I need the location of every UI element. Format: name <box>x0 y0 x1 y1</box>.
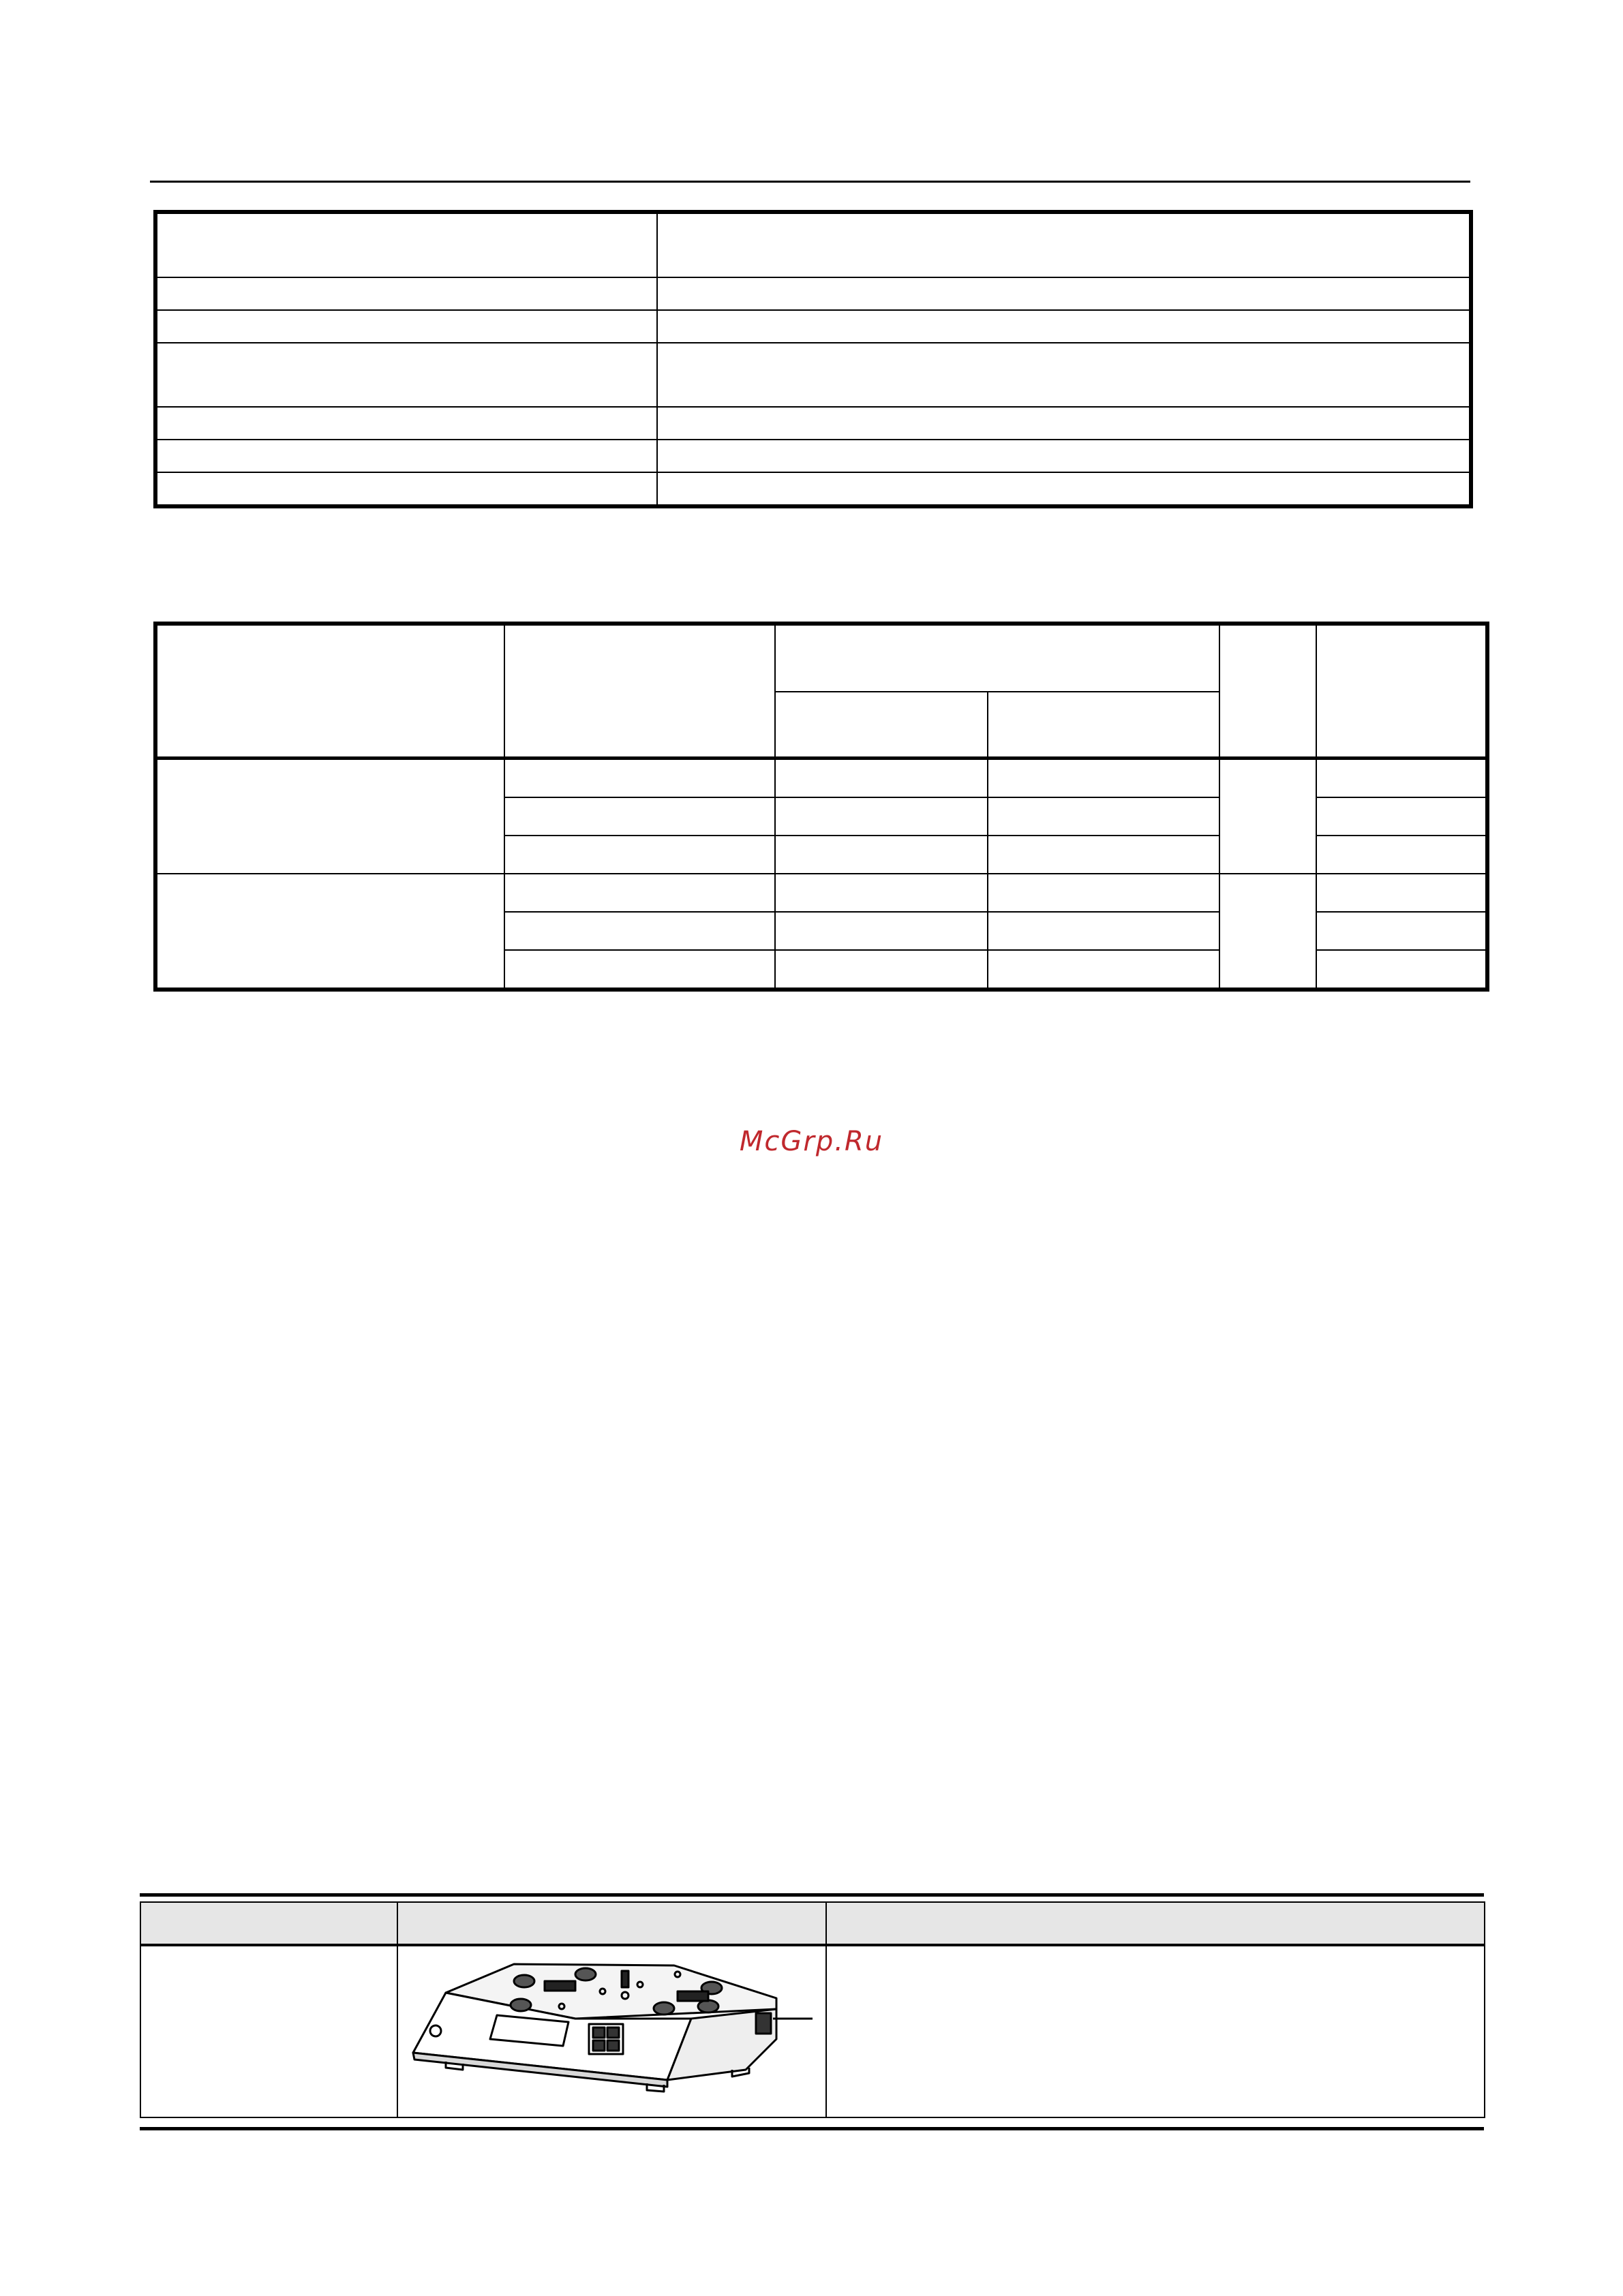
table-row <box>155 212 1471 277</box>
merged-cell <box>1219 874 1316 990</box>
header-cell <box>775 692 988 759</box>
table-cell <box>155 277 657 310</box>
specification-table-1 <box>153 210 1473 508</box>
table-row <box>155 472 1471 506</box>
table-cell <box>988 759 1219 798</box>
table-cell <box>504 797 775 836</box>
specification-table-2 <box>153 622 1489 992</box>
header-cell <box>397 1902 826 1945</box>
table-cell <box>504 759 775 798</box>
header-cell <box>826 1902 1485 1945</box>
table-cell <box>988 950 1219 990</box>
table-cell <box>155 440 657 472</box>
accessory-table <box>140 1901 1485 2118</box>
group-label-cell <box>155 874 504 990</box>
header-cell-group <box>775 624 1219 692</box>
header-cell <box>1316 624 1487 759</box>
table-row <box>155 440 1471 472</box>
table-row <box>155 407 1471 440</box>
table-cell <box>140 1945 397 2117</box>
group-label-cell <box>155 759 504 874</box>
header-cell <box>140 1902 397 1945</box>
table-cell <box>1316 836 1487 874</box>
table-cell <box>155 310 657 343</box>
table-cell <box>988 912 1219 950</box>
table-cell <box>657 212 1471 277</box>
table-cell <box>775 950 988 990</box>
table-cell <box>155 212 657 277</box>
table-cell <box>657 343 1471 407</box>
table-cell <box>775 759 988 798</box>
table-header-row <box>155 624 1487 692</box>
table-row <box>155 277 1471 310</box>
header-rule <box>150 181 1470 183</box>
table-cell <box>504 950 775 990</box>
table-row <box>155 759 1487 798</box>
table-cell <box>155 407 657 440</box>
table-cell <box>988 836 1219 874</box>
merged-cell <box>1219 759 1316 874</box>
table-cell <box>1316 950 1487 990</box>
table-cell <box>155 343 657 407</box>
table-cell <box>1316 874 1487 912</box>
table-cell <box>775 912 988 950</box>
table-bottom-rule <box>140 2127 1484 2130</box>
table-cell <box>155 472 657 506</box>
table-cell <box>775 836 988 874</box>
table-cell <box>1316 759 1487 798</box>
header-cell <box>988 692 1219 759</box>
table-row <box>155 343 1471 407</box>
table-cell <box>988 874 1219 912</box>
table-row <box>140 1945 1485 2117</box>
table-cell <box>826 1945 1485 2117</box>
table-row <box>155 874 1487 912</box>
table-cell <box>1316 912 1487 950</box>
table-top-rule <box>140 1893 1484 1897</box>
table-cell <box>988 797 1219 836</box>
table-cell <box>657 472 1471 506</box>
table-cell <box>1316 797 1487 836</box>
header-cell <box>1219 624 1316 759</box>
table-cell <box>657 310 1471 343</box>
header-cell <box>155 624 504 759</box>
header-cell <box>504 624 775 759</box>
table-cell <box>775 797 988 836</box>
illustration-cell <box>397 1945 826 2117</box>
battery-charger-illustration <box>405 1950 821 2114</box>
table-cell <box>657 440 1471 472</box>
table-cell <box>657 277 1471 310</box>
table-cell <box>504 912 775 950</box>
table-cell <box>775 874 988 912</box>
table-header-row <box>140 1902 1485 1945</box>
table-cell <box>504 874 775 912</box>
table-row <box>155 310 1471 343</box>
watermark-link[interactable]: McGrp.Ru <box>739 1126 884 1157</box>
table-cell <box>504 836 775 874</box>
table-cell <box>657 407 1471 440</box>
